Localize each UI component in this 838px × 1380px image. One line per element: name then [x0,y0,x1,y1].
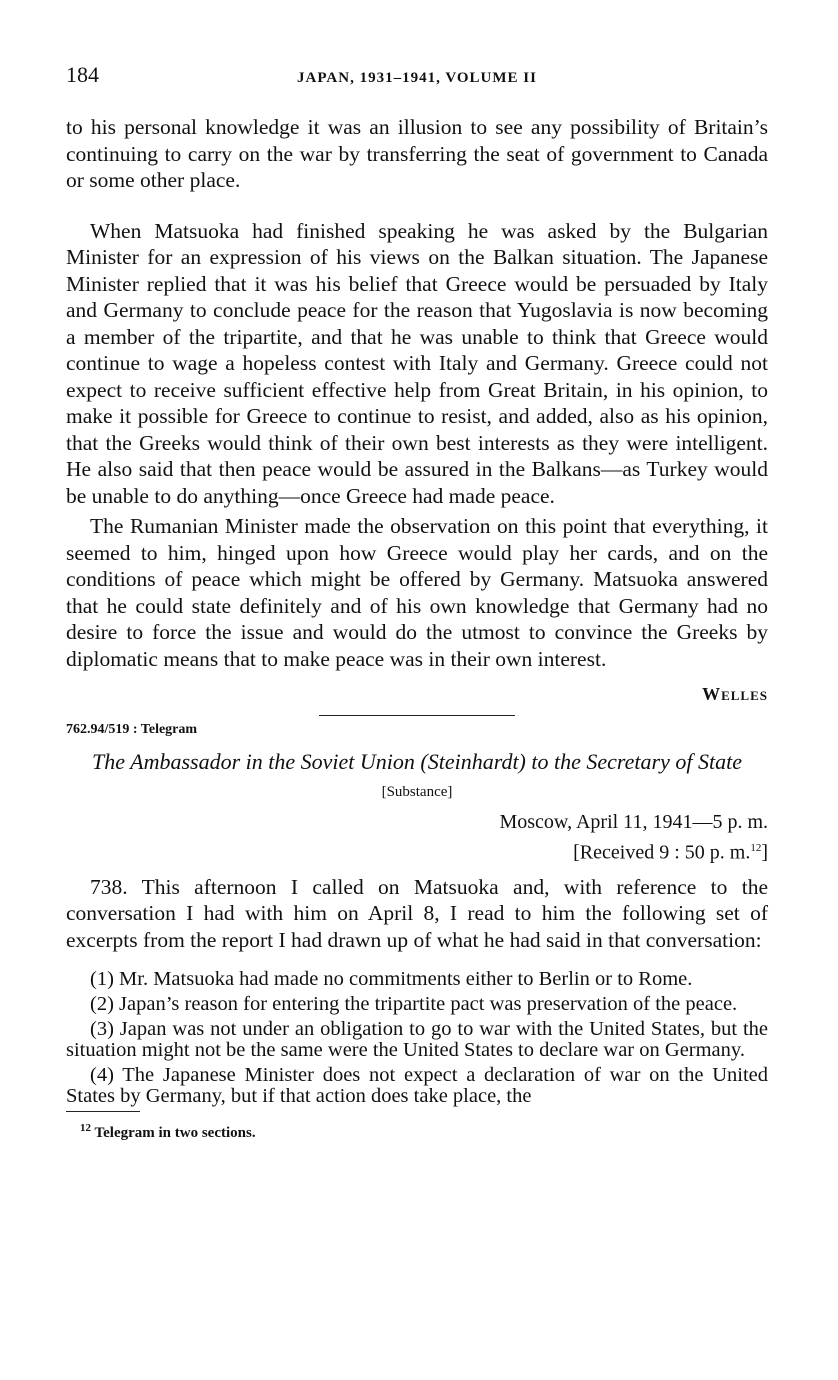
continuation-paragraph: to his personal knowledge it was an illusion to see any possibility of Britain’s continuing to carry on the war by transferring the seat of government to Canada or some other place. [66,115,768,192]
list-item: (1) Mr. Matsuoka had made no commitments either to Berlin or to Rome. [90,968,693,991]
footnote [66,1122,768,1142]
balkan-paragraph: When Matsuoka had finished speaking he was asked by the Bulgarian Minister for an expression of his views on the Balkan situation. The Japanese Minister replied that it was his belief that Greece would be persuaded by Italy and Germany to conclude peace for the reason that Yugoslavia is now becoming a member of the tripartite, and that he was unable to think that Greece would continue to wage a hopeless contest with Italy and Germany. Greece could not expect to receive sufficient effective help from Great Britain, in his opinion, to make it possible for Greece to continue to resist, and added, also as his opinion, that the Greeks would think of their own best interests as they were intelligent. He also said that then peace would be assured in the Balkans—as Turkey would be unable to do anything—once Greece had made peace. [66,218,768,508]
telegram-body: 738. This afternoon I called on Matsuoka and, with reference to the conversation I had with him on April 8, I read to him the following set of excerpts from the report I had drawn up of what he had said in that conversation: [66,874,768,952]
page-header [66,62,768,92]
signature: Welles [702,684,768,704]
list-item: (2) Japan’s reason for entering the tripartite pact was preservation of the peace. [90,993,738,1016]
rumanian-paragraph: The Rumanian Minister made the observation on this point that everything, it seemed to him, hinged upon how Greece would play her cards, and on the conditions of peace which might be offered by Germany. Matsuoka answered that he could state definitely and of his own knowledge that Germany had no desire to force the issue and would do the utmost to convince the Greeks by diplomatic means that to make peace was in their own interest. [66,514,768,671]
date-place: Moscow, April 11, 1941—5 p. m. [499,811,768,833]
dateline [66,809,768,866]
footnote-marker: 12 [80,1122,91,1135]
excerpt-list [66,969,768,1107]
substance-label: [Substance] [381,784,453,800]
running-head: JAPAN, 1931–1941, VOLUME II [297,70,537,86]
page-number: 184 [66,62,99,87]
footnote-text: Telegram in two sections. [94,1125,256,1142]
document-page [66,62,768,1142]
section-divider [319,715,515,716]
list-item: (3) Japan was not under an obligation to go to war with the United States, but the situation might not be the same were the United States to declare war on Germany. [66,1018,768,1062]
file-reference: 762.94/519 : Telegram [66,722,198,737]
footnote-ref: 12 [750,842,762,854]
received-time: [Received 9 : 50 p. m.$^{12}$] [573,841,768,864]
list-item: (4) The Japanese Minister does not expect a declaration of war on the United States by Germany, but if that action does take place, the [66,1064,768,1108]
footnote-divider [66,1111,140,1112]
document-title: The Ambassador in the Soviet Union (Steinhardt) to the Secretary of State [92,749,742,774]
